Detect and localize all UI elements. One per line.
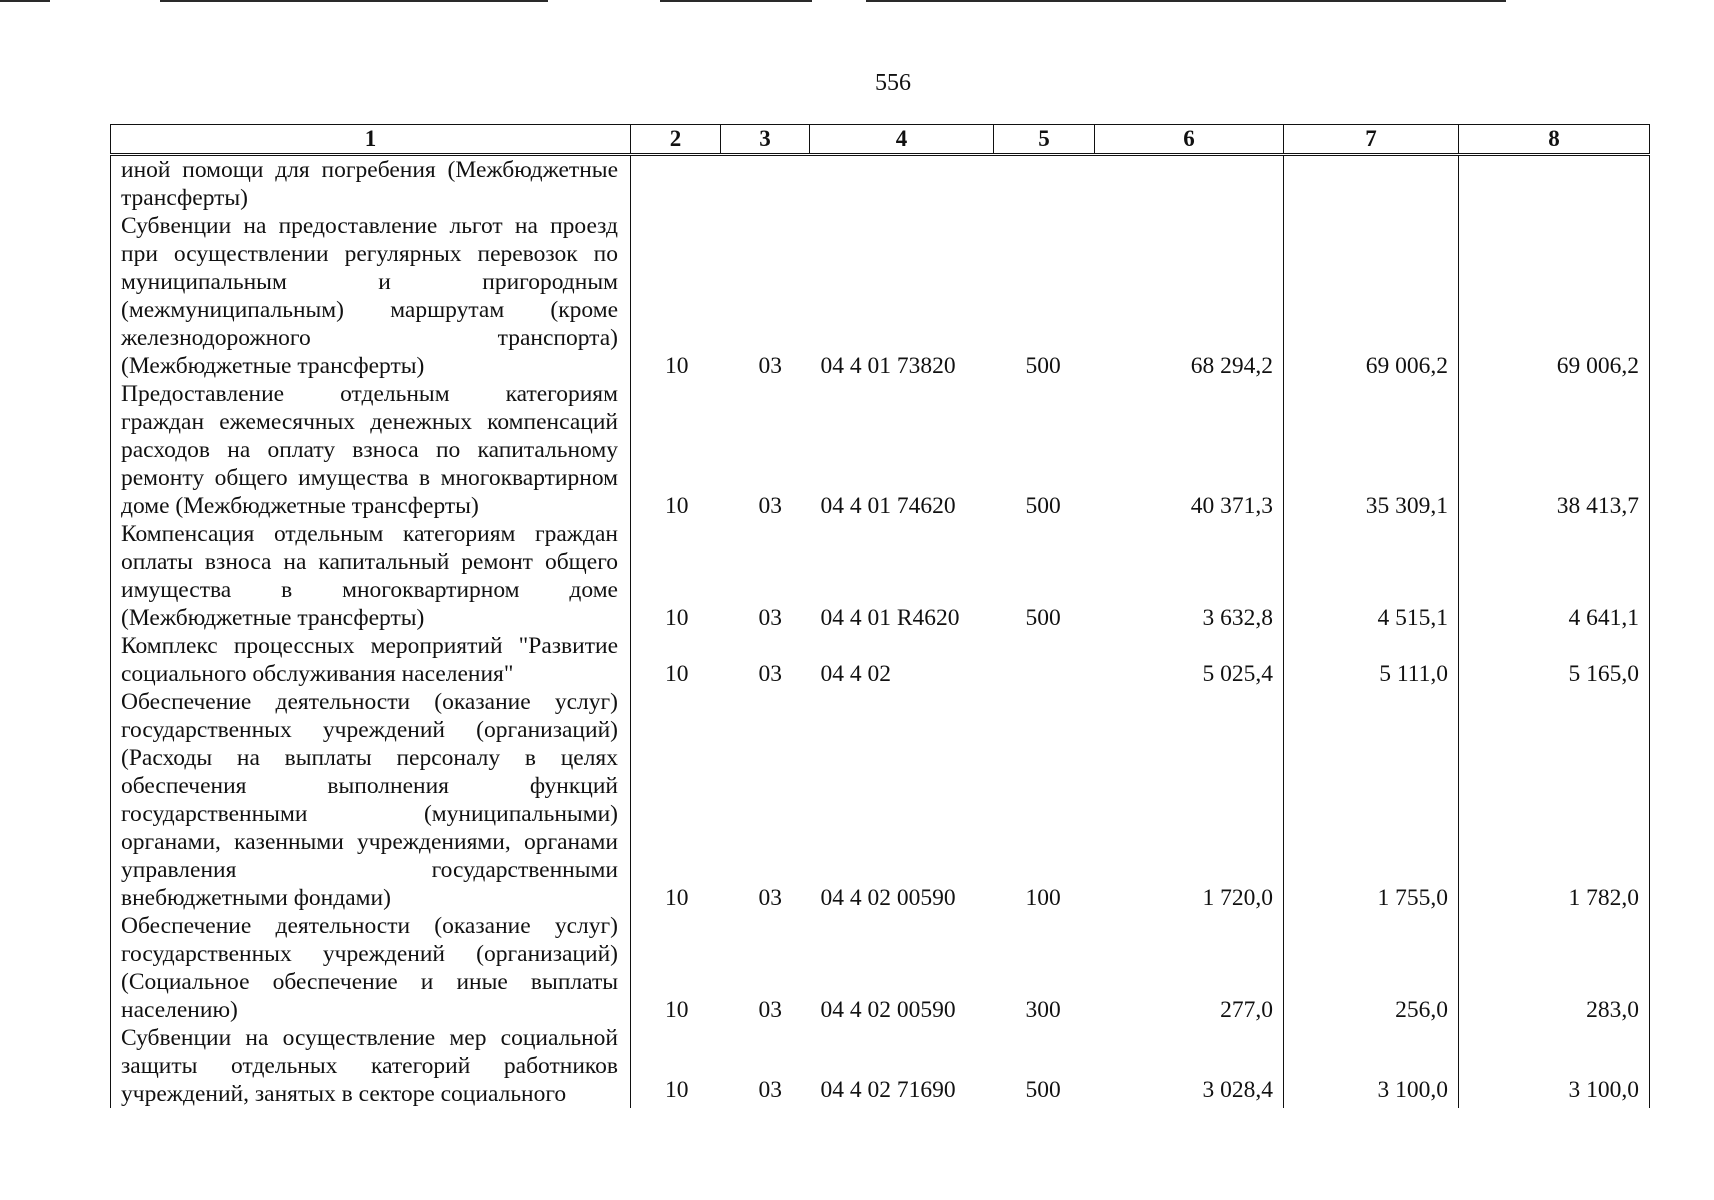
section-code: 10 — [665, 605, 689, 631]
row-description — [111, 688, 631, 912]
table-row — [111, 212, 1650, 380]
header-col-7: 7 — [1284, 125, 1459, 155]
target-article-code: 04 4 02 00590 — [820, 885, 956, 911]
row-description — [111, 155, 631, 213]
subsection-code: 03 — [758, 353, 782, 379]
subsection-code: 03 — [758, 605, 782, 631]
amount-year-3: 3 100,0 — [1459, 1024, 1650, 1108]
amount-year-2: 256,0 — [1284, 912, 1459, 1024]
target-article-code: 04 4 02 — [820, 661, 891, 687]
section-code: 10 — [665, 493, 689, 519]
description-line: управления государственными — [121, 857, 618, 883]
table-row — [111, 632, 1650, 688]
description-line: (Расходы на выплаты персоналу в целях — [121, 745, 618, 771]
header-row — [111, 125, 1650, 155]
amount-year-3: 1 782,0 — [1459, 688, 1650, 912]
description-line: обеспечения выполнения функций — [121, 773, 618, 799]
expense-type-code — [994, 155, 1095, 213]
scan-edge-rule-2 — [160, 0, 548, 2]
row-description — [111, 520, 631, 632]
header-col-2: 2 — [631, 125, 721, 155]
amount-year-2: 4 515,1 — [1284, 520, 1459, 632]
subsection-code: 03 — [758, 885, 782, 911]
amount-year-1 — [1095, 155, 1284, 213]
amount-year-2: 1 755,0 — [1284, 688, 1459, 912]
target-article-code: 04 4 02 00590 — [820, 997, 956, 1023]
amount-year-3: 283,0 — [1459, 912, 1650, 1024]
expense-type-code: 100 — [1025, 885, 1061, 911]
table-header — [111, 125, 1650, 155]
table-row — [111, 380, 1650, 520]
description-line: (Социальное обеспечение и иные выплаты — [121, 969, 618, 995]
section-code: 10 — [665, 997, 689, 1023]
table-row — [111, 1024, 1650, 1108]
amount-year-2: 69 006,2 — [1284, 212, 1459, 380]
subsection-code: 03 — [758, 493, 782, 519]
amount-year-1: 1 720,0 — [1095, 688, 1284, 912]
description-line: Обеспечение деятельности (оказание услуг) — [121, 689, 618, 715]
description-line: Предоставление отдельным категориям — [121, 381, 618, 407]
row-description — [111, 1024, 631, 1108]
amount-year-1: 3 028,4 — [1095, 1024, 1284, 1108]
description-line: (Межбюджетные трансферты) — [121, 353, 425, 379]
amount-year-1: 68 294,2 — [1095, 212, 1284, 380]
amount-year-3 — [1459, 155, 1650, 213]
description-line: социального обслуживания населения" — [121, 661, 514, 687]
header-col-1: 1 — [111, 125, 631, 155]
description-line: государственных учреждений (организаций) — [121, 941, 618, 967]
section-code: 10 — [665, 885, 689, 911]
section-code: 10 — [665, 661, 689, 687]
budget-table — [110, 124, 1650, 1108]
description-line: государственных учреждений (организаций) — [121, 717, 618, 743]
row-description — [111, 632, 631, 688]
amount-year-1: 5 025,4 — [1095, 632, 1284, 688]
expense-type-code — [994, 632, 1095, 688]
description-line: Обеспечение деятельности (оказание услуг) — [121, 913, 618, 939]
header-col-3: 3 — [721, 125, 810, 155]
row-description — [111, 212, 631, 380]
description-line: Комплекс процессных мероприятий "Развитие — [121, 633, 618, 659]
table-row — [111, 912, 1650, 1024]
header-col-4: 4 — [810, 125, 994, 155]
amount-year-3: 4 641,1 — [1459, 520, 1650, 632]
subsection-code — [721, 155, 810, 213]
target-article-code: 04 4 01 R4620 — [820, 605, 960, 631]
target-article-code — [810, 155, 994, 213]
description-line: муниципальным и пригородным — [121, 269, 618, 295]
header-col-8: 8 — [1459, 125, 1650, 155]
section-code — [631, 155, 721, 213]
description-line: оплаты взноса на капитальный ремонт общего — [121, 549, 618, 575]
description-line: доме (Межбюджетные трансферты) — [121, 493, 479, 519]
description-line: учреждений, занятых в секторе социального — [121, 1081, 567, 1107]
expense-type-code: 500 — [1025, 1077, 1061, 1103]
scan-edge-rule-1 — [0, 0, 50, 2]
description-line: железнодорожного транспорта) — [121, 325, 618, 351]
table-row — [111, 520, 1650, 632]
table-body — [111, 155, 1650, 1109]
target-article-code: 04 4 01 74620 — [820, 493, 956, 519]
description-line: иной помощи для погребения (Межбюджетные — [121, 157, 618, 183]
description-line: населению) — [121, 997, 238, 1023]
description-line: расходов на оплату взноса по капитальному — [121, 437, 618, 463]
description-line: (межмуниципальным) маршрутам (кроме — [121, 297, 618, 323]
description-line: имущества в многоквартирном доме — [121, 577, 618, 603]
header-col-5: 5 — [994, 125, 1095, 155]
scan-edge-rule-3 — [660, 0, 812, 2]
description-line: внебюджетными фондами) — [121, 885, 391, 911]
scan-edge-rule-4 — [866, 0, 1506, 2]
amount-year-2: 35 309,1 — [1284, 380, 1459, 520]
subsection-code: 03 — [758, 661, 782, 687]
description-line: Компенсация отдельным категориям граждан — [121, 521, 618, 547]
table-row — [111, 688, 1650, 912]
section-code: 10 — [665, 353, 689, 379]
expense-type-code: 500 — [1025, 605, 1061, 631]
row-description — [111, 912, 631, 1024]
description-line: трансферты) — [121, 185, 249, 211]
amount-year-2: 5 111,0 — [1284, 632, 1459, 688]
table-row — [111, 155, 1650, 213]
amount-year-1: 3 632,8 — [1095, 520, 1284, 632]
expense-type-code: 500 — [1025, 353, 1061, 379]
amount-year-3: 5 165,0 — [1459, 632, 1650, 688]
description-line: защиты отдельных категорий работников — [121, 1053, 618, 1079]
description-line: (Межбюджетные трансферты) — [121, 605, 425, 631]
target-article-code: 04 4 02 71690 — [820, 1077, 956, 1103]
description-line: Субвенции на предоставление льгот на проезд — [121, 213, 618, 239]
amount-year-2 — [1284, 155, 1459, 213]
description-line: Субвенции на осуществление мер социальной — [121, 1025, 618, 1051]
amount-year-1: 40 371,3 — [1095, 380, 1284, 520]
amount-year-3: 69 006,2 — [1459, 212, 1650, 380]
amount-year-1: 277,0 — [1095, 912, 1284, 1024]
amount-year-3: 38 413,7 — [1459, 380, 1650, 520]
description-line: граждан ежемесячных денежных компенсаций — [121, 409, 618, 435]
header-col-6: 6 — [1095, 125, 1284, 155]
description-line: государственными (муниципальными) — [121, 801, 618, 827]
description-line: органами, казенными учреждениями, органами — [121, 829, 618, 855]
page-number: 556 — [875, 70, 911, 96]
expense-type-code: 500 — [1025, 493, 1061, 519]
description-line: при осуществлении регулярных перевозок по — [121, 241, 618, 267]
expense-type-code: 300 — [1025, 997, 1061, 1023]
subsection-code: 03 — [758, 1077, 782, 1103]
amount-year-2: 3 100,0 — [1284, 1024, 1459, 1108]
target-article-code: 04 4 01 73820 — [820, 353, 956, 379]
section-code: 10 — [665, 1077, 689, 1103]
subsection-code: 03 — [758, 997, 782, 1023]
row-description — [111, 380, 631, 520]
description-line: ремонту общего имущества в многоквартирном — [121, 465, 618, 491]
